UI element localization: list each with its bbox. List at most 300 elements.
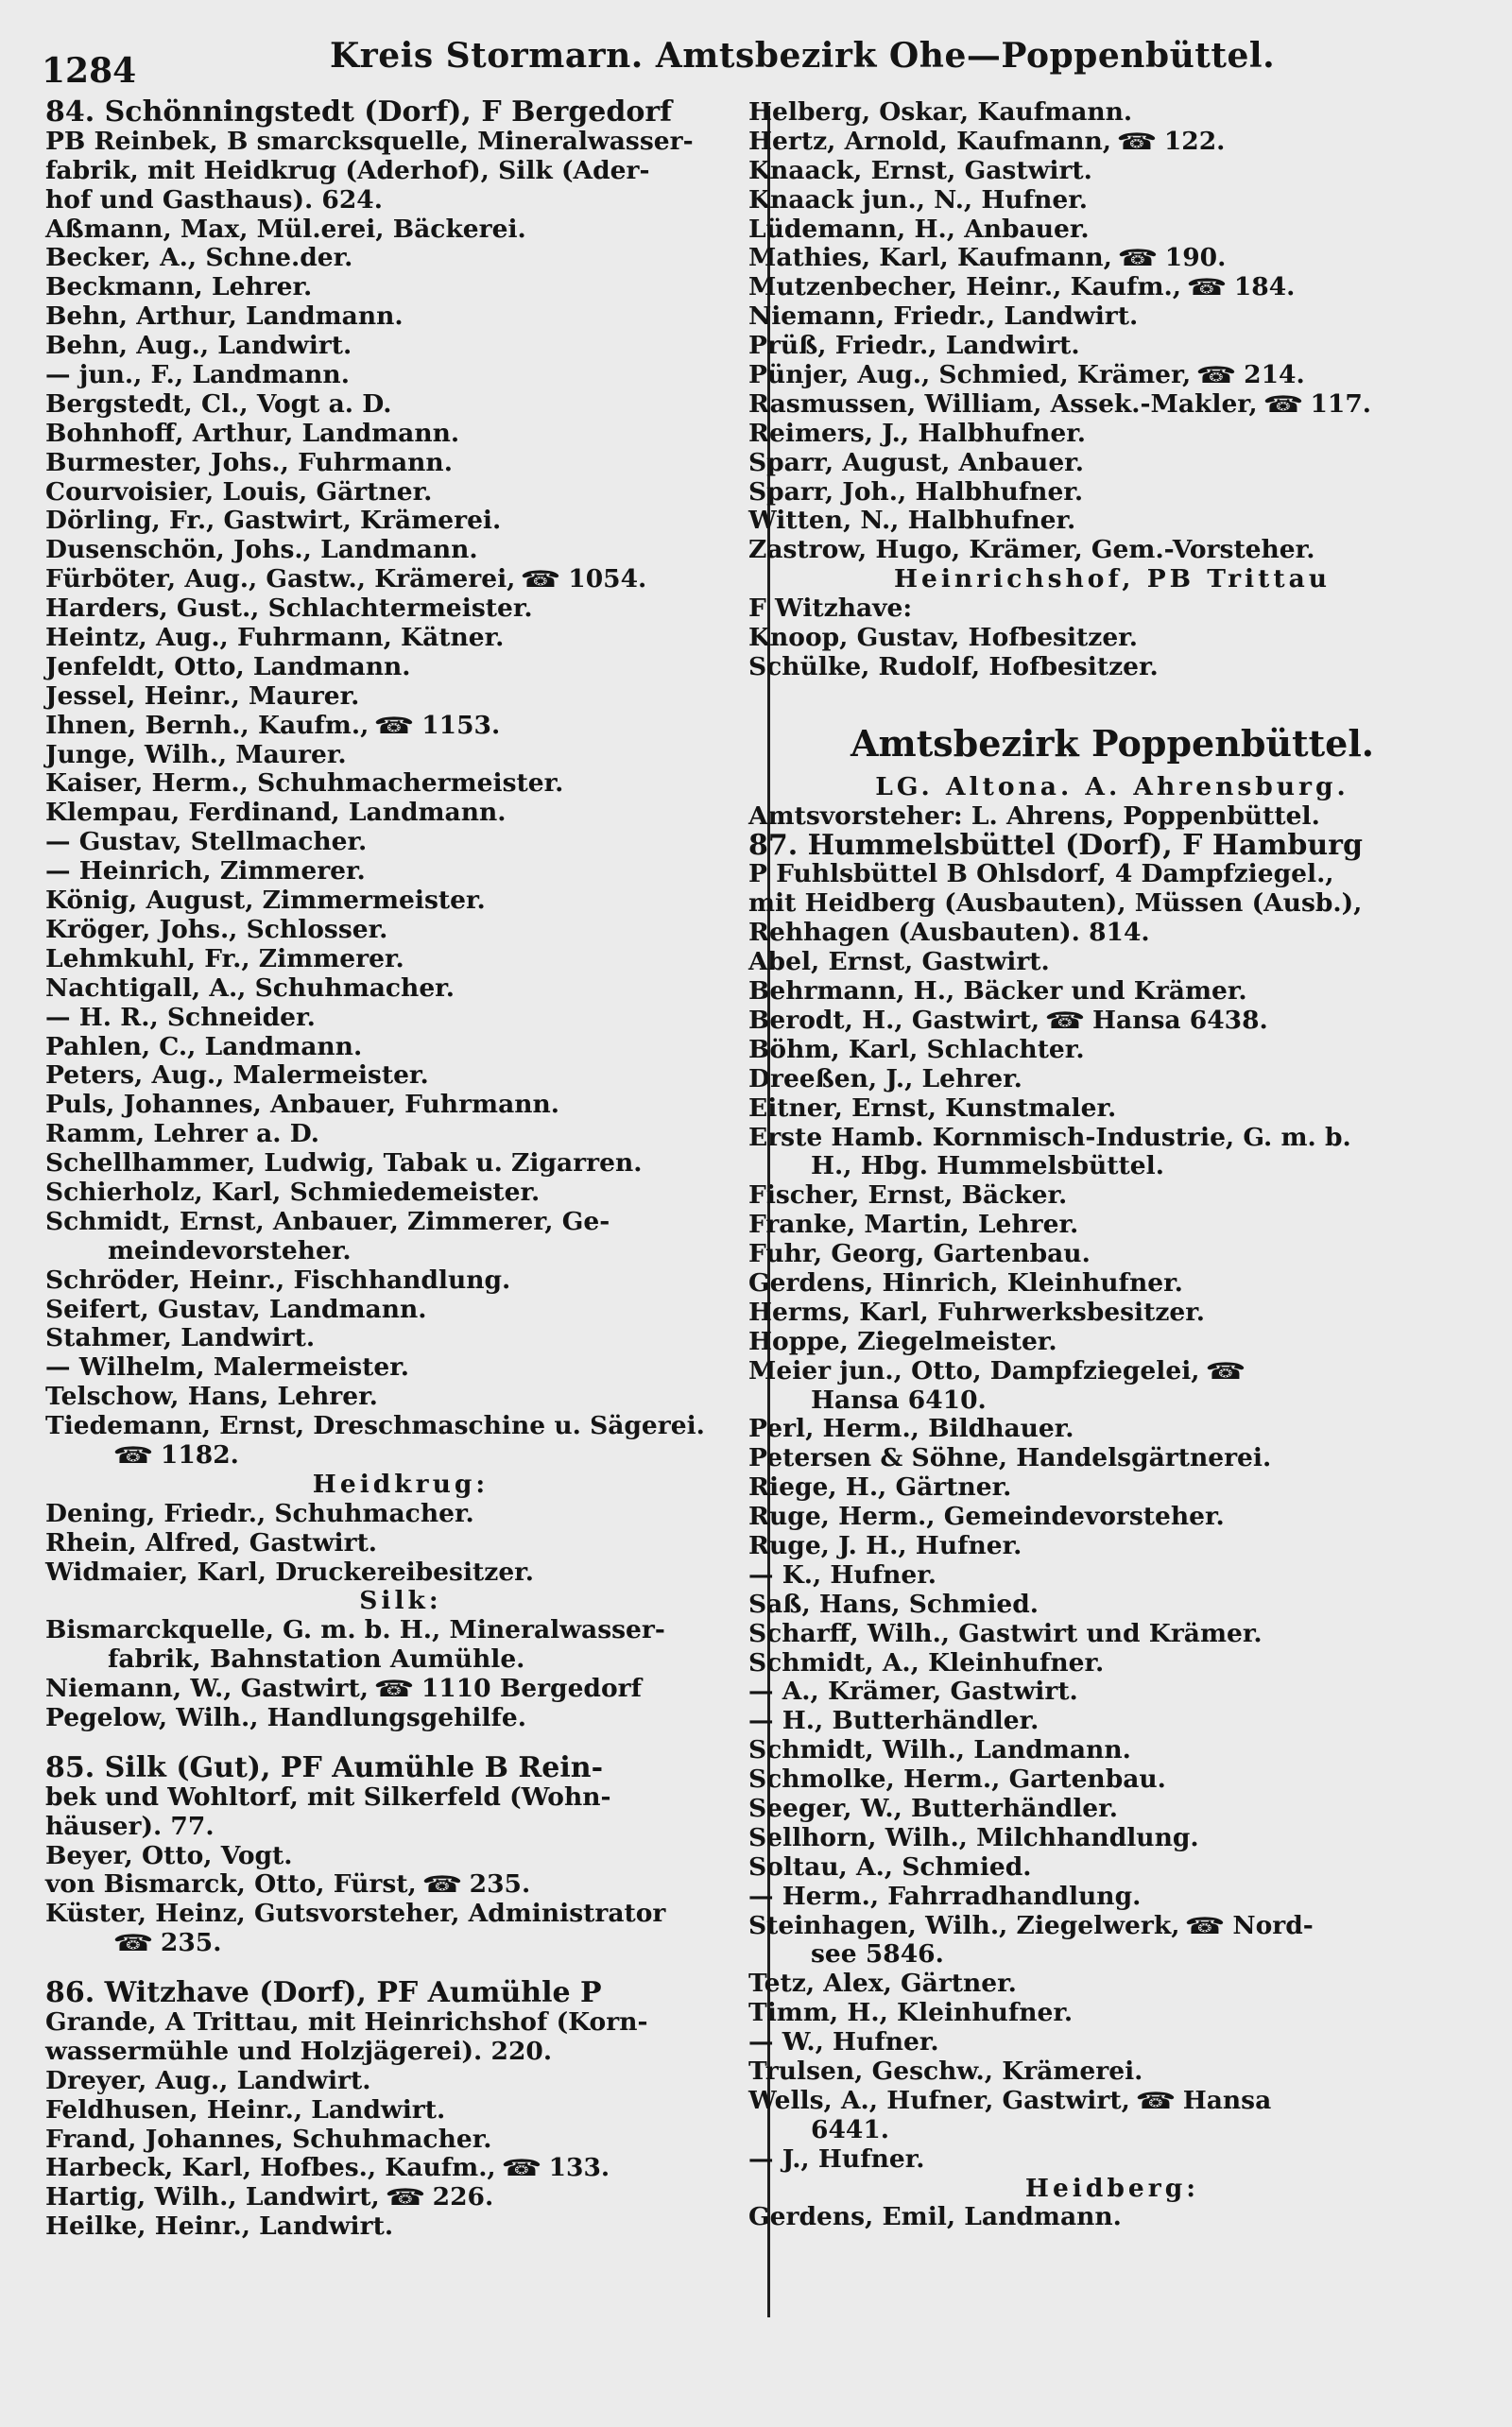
entry-text: Peters, Aug., Malermeister. [45, 1060, 429, 1091]
directory-entry [45, 2067, 756, 2096]
directory-entry [748, 2116, 1476, 2145]
entry-text: — W., Hufner. [748, 2027, 939, 2057]
entry-text: — H., Butterhändler. [748, 1706, 1040, 1736]
entry-text: — H. R., Schneider. [45, 1002, 316, 1032]
directory-entry [45, 332, 756, 361]
phone-number: 1153. [421, 710, 501, 740]
directory-entry [45, 1208, 756, 1237]
entry-text: Pünjer, Aug., Schmied, Krämer, [748, 360, 1192, 390]
entry-text: Schmolke, Herm., Gartenbau. [748, 1764, 1166, 1795]
entry-text: Soltau, A., Schmied. [748, 1851, 1032, 1882]
entry-text: wassermühle und Holzjägerei). 220. [45, 2036, 553, 2066]
directory-entry [45, 128, 756, 157]
directory-entry [45, 769, 756, 799]
directory-entry [45, 2183, 756, 2212]
entry-text: Perl, Herm., Bildhauer. [748, 1414, 1074, 1444]
entry-text: meindevorsteher. [108, 1235, 352, 1265]
directory-entry [748, 1940, 1476, 1970]
directory-entry [748, 1240, 1476, 1269]
directory-entry [748, 1299, 1476, 1328]
telephone-icon: ☎ [112, 1930, 154, 1957]
entry-text: Timm, H., Kleinhufner. [748, 1998, 1074, 2028]
directory-entry [748, 478, 1476, 508]
entry-text: Ruge, J. H., Hufner. [748, 1530, 1022, 1560]
telephone-icon: ☎ [500, 2155, 542, 2182]
directory-entry [45, 420, 756, 449]
directory-entry [748, 273, 1476, 302]
directory-entry [748, 1269, 1476, 1299]
directory-entry [45, 1616, 756, 1645]
directory-entry [748, 1795, 1476, 1824]
entry-text: Sparr, Joh., Halbhufner. [748, 476, 1084, 507]
entry-text: Becker, A., Schne.der. [45, 243, 353, 273]
page-number: 1284 [42, 51, 137, 91]
directory-entry [45, 594, 756, 624]
entry-text: Sellhorn, Wilh., Milchhandlung. [748, 1822, 1199, 1852]
entry-text: H., Hbg. Hummelsbüttel. [811, 1151, 1164, 1181]
entry-text: PB Reinbek, B smarcksquelle, Mineralwasser- [45, 126, 694, 156]
entry-text: Reimers, J., Halbhufner. [748, 418, 1086, 448]
telephone-icon: ☎ [1184, 1912, 1227, 1939]
entry-text: Behrmann, H., Bäcker und Krämer. [748, 976, 1247, 1007]
entry-text: Aßmann, Max, Mül.erei, Bäckerei. [45, 214, 526, 244]
directory-entry [45, 565, 756, 594]
directory-entry [45, 95, 756, 129]
entry-text: Saß, Hans, Schmied. [748, 1589, 1040, 1619]
entry-text: 85. Silk (Gut), PF Aumühle B Rein- [45, 1750, 604, 1784]
phone-number: 133. [548, 2153, 610, 2183]
directory-entry [748, 1707, 1476, 1736]
entry-text: Dreeßen, J., Lehrer. [748, 1063, 1022, 1093]
directory-entry [748, 1561, 1476, 1591]
entry-text: Bohnhoff, Arthur, Landmann. [45, 418, 460, 448]
right-column [748, 98, 1476, 2232]
directory-entry [45, 653, 756, 682]
directory-entry [748, 1181, 1476, 1211]
directory-entry [45, 1266, 756, 1296]
directory-entry [748, 1386, 1476, 1416]
entry-text: — Heinrich, Zimmerer. [45, 856, 366, 886]
section-heading [748, 565, 1476, 594]
entry-text: F Witzhave: [748, 594, 913, 624]
entry-text: Dörling, Fr., Gastwirt, Krämerei. [45, 506, 502, 536]
entry-text: Hoppe, Ziegelmeister. [748, 1326, 1057, 1356]
directory-entry [748, 1152, 1476, 1181]
entry-text: Franke, Martin, Lehrer. [748, 1210, 1079, 1240]
directory-entry [45, 1976, 756, 2010]
entry-text: Petersen & Söhne, Handelsgärtnerei. [748, 1443, 1272, 1473]
telephone-icon: ☎ [520, 566, 562, 594]
entry-text: Jenfeldt, Otto, Landmann. [45, 651, 411, 681]
directory-entry [45, 1558, 756, 1588]
entry-text: Kaiser, Herm., Schuhmachermeister. [45, 768, 564, 799]
directory-entry [45, 741, 756, 770]
telephone-icon: ☎ [1044, 1007, 1086, 1034]
directory-entry [45, 507, 756, 536]
directory-entry [45, 302, 756, 332]
entry-text: Niemann, Friedr., Landwirt. [748, 301, 1139, 332]
entry-text: Rehhagen (Ausbauten). 814. [748, 918, 1150, 948]
directory-entry [45, 478, 756, 508]
entry-text: Courvoisier, Louis, Gärtner. [45, 476, 433, 507]
section-heading [748, 773, 1476, 802]
directory-entry [748, 1912, 1476, 1941]
entry-text: Seeger, W., Butterhändler. [748, 1793, 1118, 1823]
entry-text: Heidkrug: [312, 1469, 490, 1499]
entry-text: Jessel, Heinr., Maurer. [45, 680, 360, 711]
directory-entry [748, 1444, 1476, 1473]
directory-entry [748, 2145, 1476, 2175]
phone-number: 214. [1244, 360, 1305, 390]
directory-entry [748, 653, 1476, 682]
entry-text: Widmaier, Karl, Druckereibesitzer. [45, 1557, 534, 1587]
entry-text: Hertz, Arnold, Kaufmann, [748, 126, 1111, 156]
directory-entry [748, 1736, 1476, 1765]
directory-entry [748, 1765, 1476, 1795]
directory-entry [748, 1124, 1476, 1153]
entry-text: Bergstedt, Cl., Vogt a. D. [45, 388, 392, 419]
directory-entry [45, 1870, 756, 1900]
directory-entry [45, 1900, 756, 1929]
entry-text: Silk: [359, 1586, 442, 1616]
telephone-icon: ☎ [373, 712, 415, 739]
directory-entry [45, 1704, 756, 1733]
directory-entry [748, 128, 1476, 157]
directory-entry [45, 1412, 756, 1441]
directory-entry [45, 1179, 756, 1208]
directory-entry [45, 1750, 756, 1784]
directory-entry [45, 1324, 756, 1353]
directory-entry [748, 361, 1476, 390]
directory-entry [748, 536, 1476, 565]
directory-entry [748, 1824, 1476, 1853]
telephone-icon: ☎ [373, 1676, 415, 1703]
directory-entry [45, 2038, 756, 2067]
directory-entry [748, 889, 1476, 919]
entry-text: Rasmussen, William, Assek.-Makler, [748, 388, 1258, 419]
telephone-icon: ☎ [1186, 274, 1228, 301]
entry-text: Beckmann, Lehrer. [45, 272, 313, 302]
phone-number: 184. [1233, 272, 1296, 302]
directory-entry [45, 828, 756, 857]
entry-text: Trulsen, Geschw., Krämerei. [748, 2057, 1143, 2086]
entry-text: — Gustav, Stellmacher. [45, 827, 368, 857]
left-column [45, 95, 756, 2242]
entry-text: mit Heidberg (Ausbauten), Müssen (Ausb.), [748, 888, 1363, 919]
directory-entry [748, 1328, 1476, 1357]
directory-entry [748, 828, 1476, 862]
entry-text: — J., Hufner. [748, 2143, 925, 2174]
entry-text: Harders, Gust., Schlachtermeister. [45, 594, 533, 624]
entry-text: bek und Wohltorf, mit Silkerfeld (Wohn- [45, 1782, 611, 1812]
entry-text: — Wilhelm, Malermeister. [45, 1352, 409, 1383]
entry-text: Frand, Johannes, Schuhmacher. [45, 2124, 492, 2154]
entry-text: häuser). 77. [45, 1811, 215, 1841]
section-heading [45, 1587, 756, 1616]
entry-text: 87. Hummelsbüttel (Dorf), F Hamburg [748, 828, 1363, 862]
entry-text: Pegelow, Wilh., Handlungsgehilfe. [45, 1702, 527, 1732]
directory-entry [748, 507, 1476, 536]
entry-text: Klempau, Ferdinand, Landmann. [45, 798, 507, 828]
entry-text: Stahmer, Landwirt. [45, 1323, 316, 1353]
entry-text: Abel, Ernst, Gastwirt. [748, 947, 1050, 977]
directory-entry [748, 1007, 1476, 1036]
directory-entry [748, 244, 1476, 273]
directory-entry [45, 1033, 756, 1062]
directory-entry [45, 536, 756, 565]
telephone-icon: ☎ [1204, 1357, 1246, 1385]
entry-text: LG. Altona. A. Ahrensburg. [875, 771, 1349, 801]
entry-text: Heintz, Aug., Fuhrmann, Kätner. [45, 623, 505, 653]
entry-text: Helberg, Oskar, Kaufmann. [748, 97, 1133, 127]
directory-entry [748, 1620, 1476, 1649]
directory-entry [748, 1649, 1476, 1678]
directory-entry [748, 302, 1476, 332]
section-heading [748, 2175, 1476, 2204]
entry-text: Witten, N., Halbhufner. [748, 506, 1076, 536]
directory-entry [45, 1383, 756, 1412]
phone-number: 1182. [160, 1439, 239, 1470]
entry-text: Hansa 6410. [811, 1385, 987, 1415]
entry-text: Schmidt, Ernst, Anbauer, Zimmerer, Ge- [45, 1206, 610, 1236]
directory-entry [45, 712, 756, 741]
entry-text: Puls, Johannes, Anbauer, Fuhrmann. [45, 1090, 560, 1120]
entry-text: Dusenschön, Johs., Landmann. [45, 535, 478, 565]
entry-text: Gerdens, Hinrich, Kleinhufner. [748, 1267, 1183, 1298]
entry-text: P Fuhlsbüttel B Ohlsdorf, 4 Dampfziegel., [748, 859, 1334, 889]
entry-text: Burmester, Johs., Fuhrmann. [45, 447, 453, 477]
directory-entry [45, 2096, 756, 2126]
directory-entry [748, 1678, 1476, 1707]
directory-entry [748, 157, 1476, 186]
entry-text: Ramm, Lehrer a. D. [45, 1119, 319, 1149]
directory-entry [748, 98, 1476, 128]
entry-text: Schierholz, Karl, Schmiedemeister. [45, 1177, 541, 1207]
entry-text: Knaack jun., N., Hufner. [748, 184, 1088, 215]
phone-number: 1110 Bergedorf [421, 1674, 642, 1704]
phone-number: 226. [432, 2182, 494, 2212]
entry-text: Seifert, Gustav, Landmann. [45, 1294, 427, 1324]
entry-text: Amtsbezirk Poppenbüttel. [850, 721, 1374, 765]
entry-text: Erste Hamb. Kornmisch-Industrie, G. m. b. [748, 1122, 1351, 1152]
directory-entry [45, 2126, 756, 2155]
telephone-icon: ☎ [1135, 2087, 1177, 2114]
entry-text: Fuhr, Georg, Gartenbau. [748, 1239, 1091, 1269]
directory-entry [748, 2028, 1476, 2057]
section-heading [748, 714, 1476, 773]
phone-number: 122. [1163, 126, 1226, 156]
directory-entry [45, 2008, 756, 2038]
telephone-icon: ☎ [421, 1871, 463, 1899]
phone-number: 235. [469, 1869, 531, 1900]
directory-entry [45, 244, 756, 273]
telephone-icon: ☎ [385, 2184, 426, 2212]
directory-entry [45, 1441, 756, 1471]
directory-entry [748, 1065, 1476, 1094]
section-heading [45, 1471, 756, 1500]
entry-text: Knoop, Gustav, Hofbesitzer. [748, 623, 1138, 653]
directory-entry [748, 2203, 1476, 2232]
directory-entry [748, 1036, 1476, 1065]
phone-number: 117. [1310, 388, 1372, 419]
entry-text: Fürböter, Aug., Gastw., Krämerei, [45, 564, 516, 594]
directory-entry [748, 1415, 1476, 1444]
directory-entry [45, 1675, 756, 1704]
entry-text: fabrik, mit Heidkrug (Aderhof), Silk (Ader- [45, 155, 650, 185]
entry-text: — jun., F., Landmann. [45, 360, 350, 390]
directory-entry [45, 1353, 756, 1383]
directory-entry [748, 390, 1476, 420]
directory-entry [748, 2057, 1476, 2087]
entry-text: Amtsvorsteher: L. Ahrens, Poppenbüttel. [748, 800, 1320, 831]
entry-text: Schmidt, Wilh., Landmann. [748, 1735, 1131, 1765]
entry-text: Lüdemann, H., Anbauer. [748, 214, 1090, 244]
entry-text: Eitner, Ernst, Kunstmaler. [748, 1093, 1117, 1123]
directory-entry [748, 332, 1476, 361]
entry-text: Niemann, W., Gastwirt, [45, 1674, 369, 1704]
directory-entry [748, 1853, 1476, 1883]
directory-entry [748, 1883, 1476, 1912]
entry-text: Steinhagen, Wilh., Ziegelwerk, [748, 1910, 1180, 1940]
entry-text: Zastrow, Hugo, Krämer, Gem.-Vorsteher. [748, 535, 1315, 565]
entry-text: Sparr, August, Anbauer. [748, 447, 1084, 477]
entry-text: Nachtigall, A., Schuhmacher. [45, 973, 455, 1003]
entry-text: Heinrichshof, PB Trittau [893, 564, 1332, 594]
entry-text: Ihnen, Bernh., Kaufm., [45, 710, 369, 740]
directory-entry [45, 1645, 756, 1675]
entry-text: Beyer, Otto, Vogt. [45, 1840, 293, 1870]
entry-text: Ruge, Herm., Gemeindevorsteher. [748, 1502, 1225, 1532]
telephone-icon: ☎ [1262, 390, 1304, 418]
directory-entry [45, 1237, 756, 1266]
directory-entry [748, 1591, 1476, 1620]
directory-entry [45, 857, 756, 886]
entry-text: Böhm, Karl, Schlachter. [748, 1034, 1085, 1064]
telephone-icon: ☎ [1195, 362, 1237, 389]
phone-number: 190. [1164, 243, 1227, 273]
entry-text: Herms, Karl, Fuhrwerksbesitzer. [748, 1297, 1205, 1327]
entry-text: 84. Schönningstedt (Dorf), F Bergedorf [45, 95, 673, 129]
entry-text: Heidberg: [1024, 2173, 1200, 2203]
directory-entry [748, 977, 1476, 1007]
entry-text: Pahlen, C., Landmann. [45, 1031, 363, 1061]
directory-entry [45, 273, 756, 302]
entry-text: Schellhammer, Ludwig, Tabak u. Zigarren. [45, 1148, 643, 1179]
entry-text: fabrik, Bahnstation Aumühle. [108, 1644, 525, 1675]
directory-entry [748, 919, 1476, 948]
entry-text: König, August, Zimmermeister. [45, 886, 486, 916]
telephone-icon: ☎ [112, 1441, 154, 1469]
entry-text: — Herm., Fahrradhandlung. [748, 1881, 1142, 1911]
directory-entry [45, 1842, 756, 1871]
directory-entry [45, 1091, 756, 1120]
directory-entry [748, 1970, 1476, 1999]
phone-number: 1054. [568, 564, 647, 594]
directory-entry [748, 215, 1476, 245]
page-header [42, 36, 1487, 91]
directory-entry [748, 186, 1476, 215]
entry-text: — A., Krämer, Gastwirt. [748, 1677, 1078, 1707]
directory-entry [748, 449, 1476, 478]
directory-entry [748, 1473, 1476, 1503]
entry-text: Wells, A., Hufner, Gastwirt, [748, 2085, 1130, 2115]
directory-entry [45, 1149, 756, 1179]
directory-entry [45, 799, 756, 828]
directory-entry [45, 449, 756, 478]
entry-text: Grande, A Trittau, mit Heinrichshof (Korn- [45, 2007, 648, 2037]
telephone-icon: ☎ [1117, 245, 1159, 272]
entry-text: Prüß, Friedr., Landwirt. [748, 331, 1080, 361]
entry-text: Bismarckquelle, G. m. b. H., Mineralwasser- [45, 1615, 665, 1645]
entry-text: Harbeck, Karl, Hofbes., Kaufm., [45, 2153, 496, 2183]
directory-entry [748, 948, 1476, 977]
entry-text: Schülke, Rudolf, Hofbesitzer. [748, 651, 1159, 681]
directory-entry [45, 1783, 756, 1813]
entry-text: Berodt, H., Gastwirt, [748, 1005, 1040, 1035]
directory-entry [45, 1004, 756, 1033]
entry-text: Schröder, Heinr., Fischhandlung. [45, 1265, 511, 1295]
directory-entry [45, 2154, 756, 2183]
directory-entry [45, 215, 756, 245]
entry-text: Lehmkuhl, Fr., Zimmerer. [45, 943, 404, 973]
directory-entry [748, 1503, 1476, 1532]
directory-entry [748, 1357, 1476, 1386]
directory-entry [45, 390, 756, 420]
directory-entry [45, 1120, 756, 1149]
entry-text: Hartig, Wilh., Landwirt, [45, 2182, 380, 2212]
entry-text: Heilke, Heinr., Landwirt. [45, 2212, 394, 2242]
directory-entry [748, 420, 1476, 449]
directory-entry [45, 1529, 756, 1558]
entry-text: Gerdens, Emil, Landmann. [748, 2202, 1122, 2232]
entry-text: Meier jun., Otto, Dampfziegelei, [748, 1355, 1200, 1386]
directory-entry [45, 916, 756, 945]
phone-number: Hansa 6438. [1092, 1005, 1268, 1035]
entry-text: Feldhusen, Heinr., Landwirt. [45, 2094, 446, 2125]
entry-text: Fischer, Ernst, Bäcker. [748, 1180, 1068, 1211]
page-title: Kreis Stormarn. Amtsbezirk Ohe—Poppenbüttel. [330, 36, 1276, 76]
entry-text: Mutzenbecher, Heinr., Kaufm., [748, 272, 1181, 302]
entry-text: von Bismarck, Otto, Fürst, [45, 1869, 417, 1900]
entry-text: Scharff, Wilh., Gastwirt und Krämer. [748, 1618, 1263, 1648]
entry-text: Junge, Wilh., Maurer. [45, 739, 347, 769]
entry-text: Tetz, Alex, Gärtner. [748, 1969, 1017, 1999]
directory-entry [45, 1296, 756, 1325]
entry-text: Schmidt, A., Kleinhufner. [748, 1647, 1105, 1678]
entry-text: Küster, Heinz, Gutsvorsteher, Administrator [45, 1899, 666, 1929]
directory-entry [45, 974, 756, 1004]
directory-entry [45, 157, 756, 186]
phone-number: Hansa [1182, 2085, 1272, 2115]
entry-text: — K., Hufner. [748, 1559, 937, 1590]
directory-entry [748, 1532, 1476, 1561]
directory-entry [748, 624, 1476, 653]
entry-text: Kröger, Johs., Schlosser. [45, 914, 388, 944]
entry-text: Riege, H., Gärtner. [748, 1472, 1012, 1503]
directory-entry [45, 682, 756, 712]
entry-text: Behn, Arthur, Landmann. [45, 301, 404, 332]
directory-entry [45, 1500, 756, 1529]
directory-entry [45, 1813, 756, 1842]
directory-entry [45, 1929, 756, 1958]
directory-entry [45, 1061, 756, 1091]
entry-text: Dreyer, Aug., Landwirt. [45, 2065, 371, 2095]
directory-entry [748, 594, 1476, 624]
phone-number: Nord- [1232, 1910, 1314, 1940]
directory-entry [45, 624, 756, 653]
entry-text: 6441. [811, 2114, 889, 2144]
entry-text: Rhein, Alfred, Gastwirt. [45, 1527, 378, 1558]
